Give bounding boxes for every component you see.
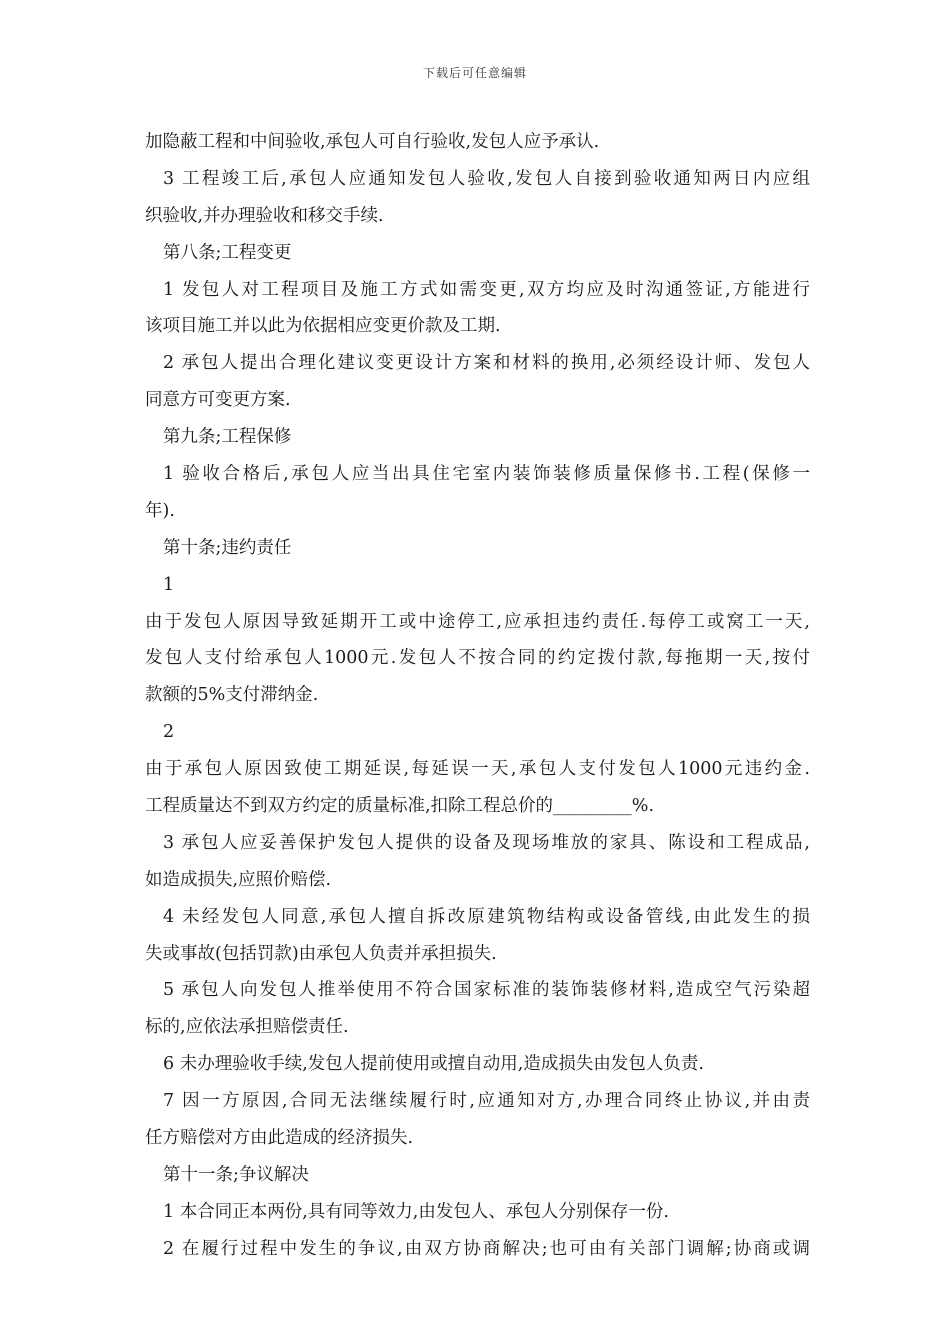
text-line: 5 承包人向发包人推举使用不符合国家标准的装饰装修材料,造成空气污染超 — [163, 980, 810, 1001]
text-line: 7 因一方原因,合同无法继续履行时,应通知对方,办理合同终止协议,并由责 — [163, 1091, 810, 1112]
page-header-note: 下载后可任意编辑 — [422, 66, 527, 80]
text-line: 第九条;工程保修 — [163, 427, 292, 448]
text-line: 工程质量达不到双方约定的质量标准,扣除工程总价的_________%. — [145, 796, 655, 817]
text-line: 标的,应依法承担赔偿责任. — [145, 1017, 349, 1038]
text-line: 3 承包人应妥善保护发包人提供的设备及现场堆放的家具、陈设和工程成品, — [163, 832, 810, 853]
text-line: 任方赔偿对方由此造成的经济损失. — [145, 1128, 414, 1149]
text-line: 6 未办理验收手续,发包人提前使用或擅自动用,造成损失由发包人负责. — [163, 1054, 704, 1075]
text-line: 年). — [145, 500, 175, 521]
text-line: 由于承包人原因致使工期延误,每延误一天,承包人支付发包人1000元违约金. — [145, 759, 810, 780]
text-line: 同意方可变更方案. — [145, 390, 291, 411]
text-line: 如造成损失,应照价赔偿. — [145, 869, 332, 890]
text-line: 4 未经发包人同意,承包人擅自拆改原建筑物结构或设备管线,由此发生的损 — [163, 906, 810, 927]
text-line: 失或事故(包括罚款)由承包人负责并承担损失. — [145, 943, 497, 964]
text-line: 第八条;工程变更 — [163, 242, 292, 263]
text-line: 1 发包人对工程项目及施工方式如需变更,双方均应及时沟通签证,方能进行 — [163, 279, 810, 300]
document-body — [145, 124, 810, 1268]
text-line: 该项目施工并以此为依据相应变更价款及工期. — [145, 316, 501, 337]
text-line: 织验收,并办理验收和移交手续. — [145, 205, 384, 226]
text-line: 第十条;违约责任 — [163, 537, 292, 558]
text-line: 由于发包人原因导致延期开工或中途停工,应承担违约责任.每停工或窝工一天, — [145, 611, 810, 632]
text-line: 2 在履行过程中发生的争议,由双方协商解决;也可由有关部门调解;协商或调 — [163, 1238, 810, 1259]
text-line: 3 工程竣工后,承包人应通知发包人验收,发包人自接到验收通知两日内应组 — [163, 168, 810, 189]
text-line: 发包人支付给承包人1000元.发包人不按合同的约定拨付款,每拖期一天,按付 — [145, 648, 810, 669]
text-line: 1 本合同正本两份,具有同等效力,由发包人、承包人分别保存一份. — [163, 1201, 669, 1222]
text-line: 2 承包人提出合理化建议变更设计方案和材料的换用,必须经设计师、发包人 — [163, 353, 810, 374]
text-line: 1 验收合格后,承包人应当出具住宅室内装饰装修质量保修书.工程(保修一 — [163, 464, 810, 485]
text-line: 第十一条;争议解决 — [163, 1164, 309, 1185]
text-line: 款额的5%支付滞纳金. — [145, 685, 319, 706]
text-line: 加隐蔽工程和中间验收,承包人可自行验收,发包人应予承认. — [145, 132, 600, 152]
text-line: 1 — [163, 574, 175, 595]
text-line: 2 — [163, 722, 175, 743]
